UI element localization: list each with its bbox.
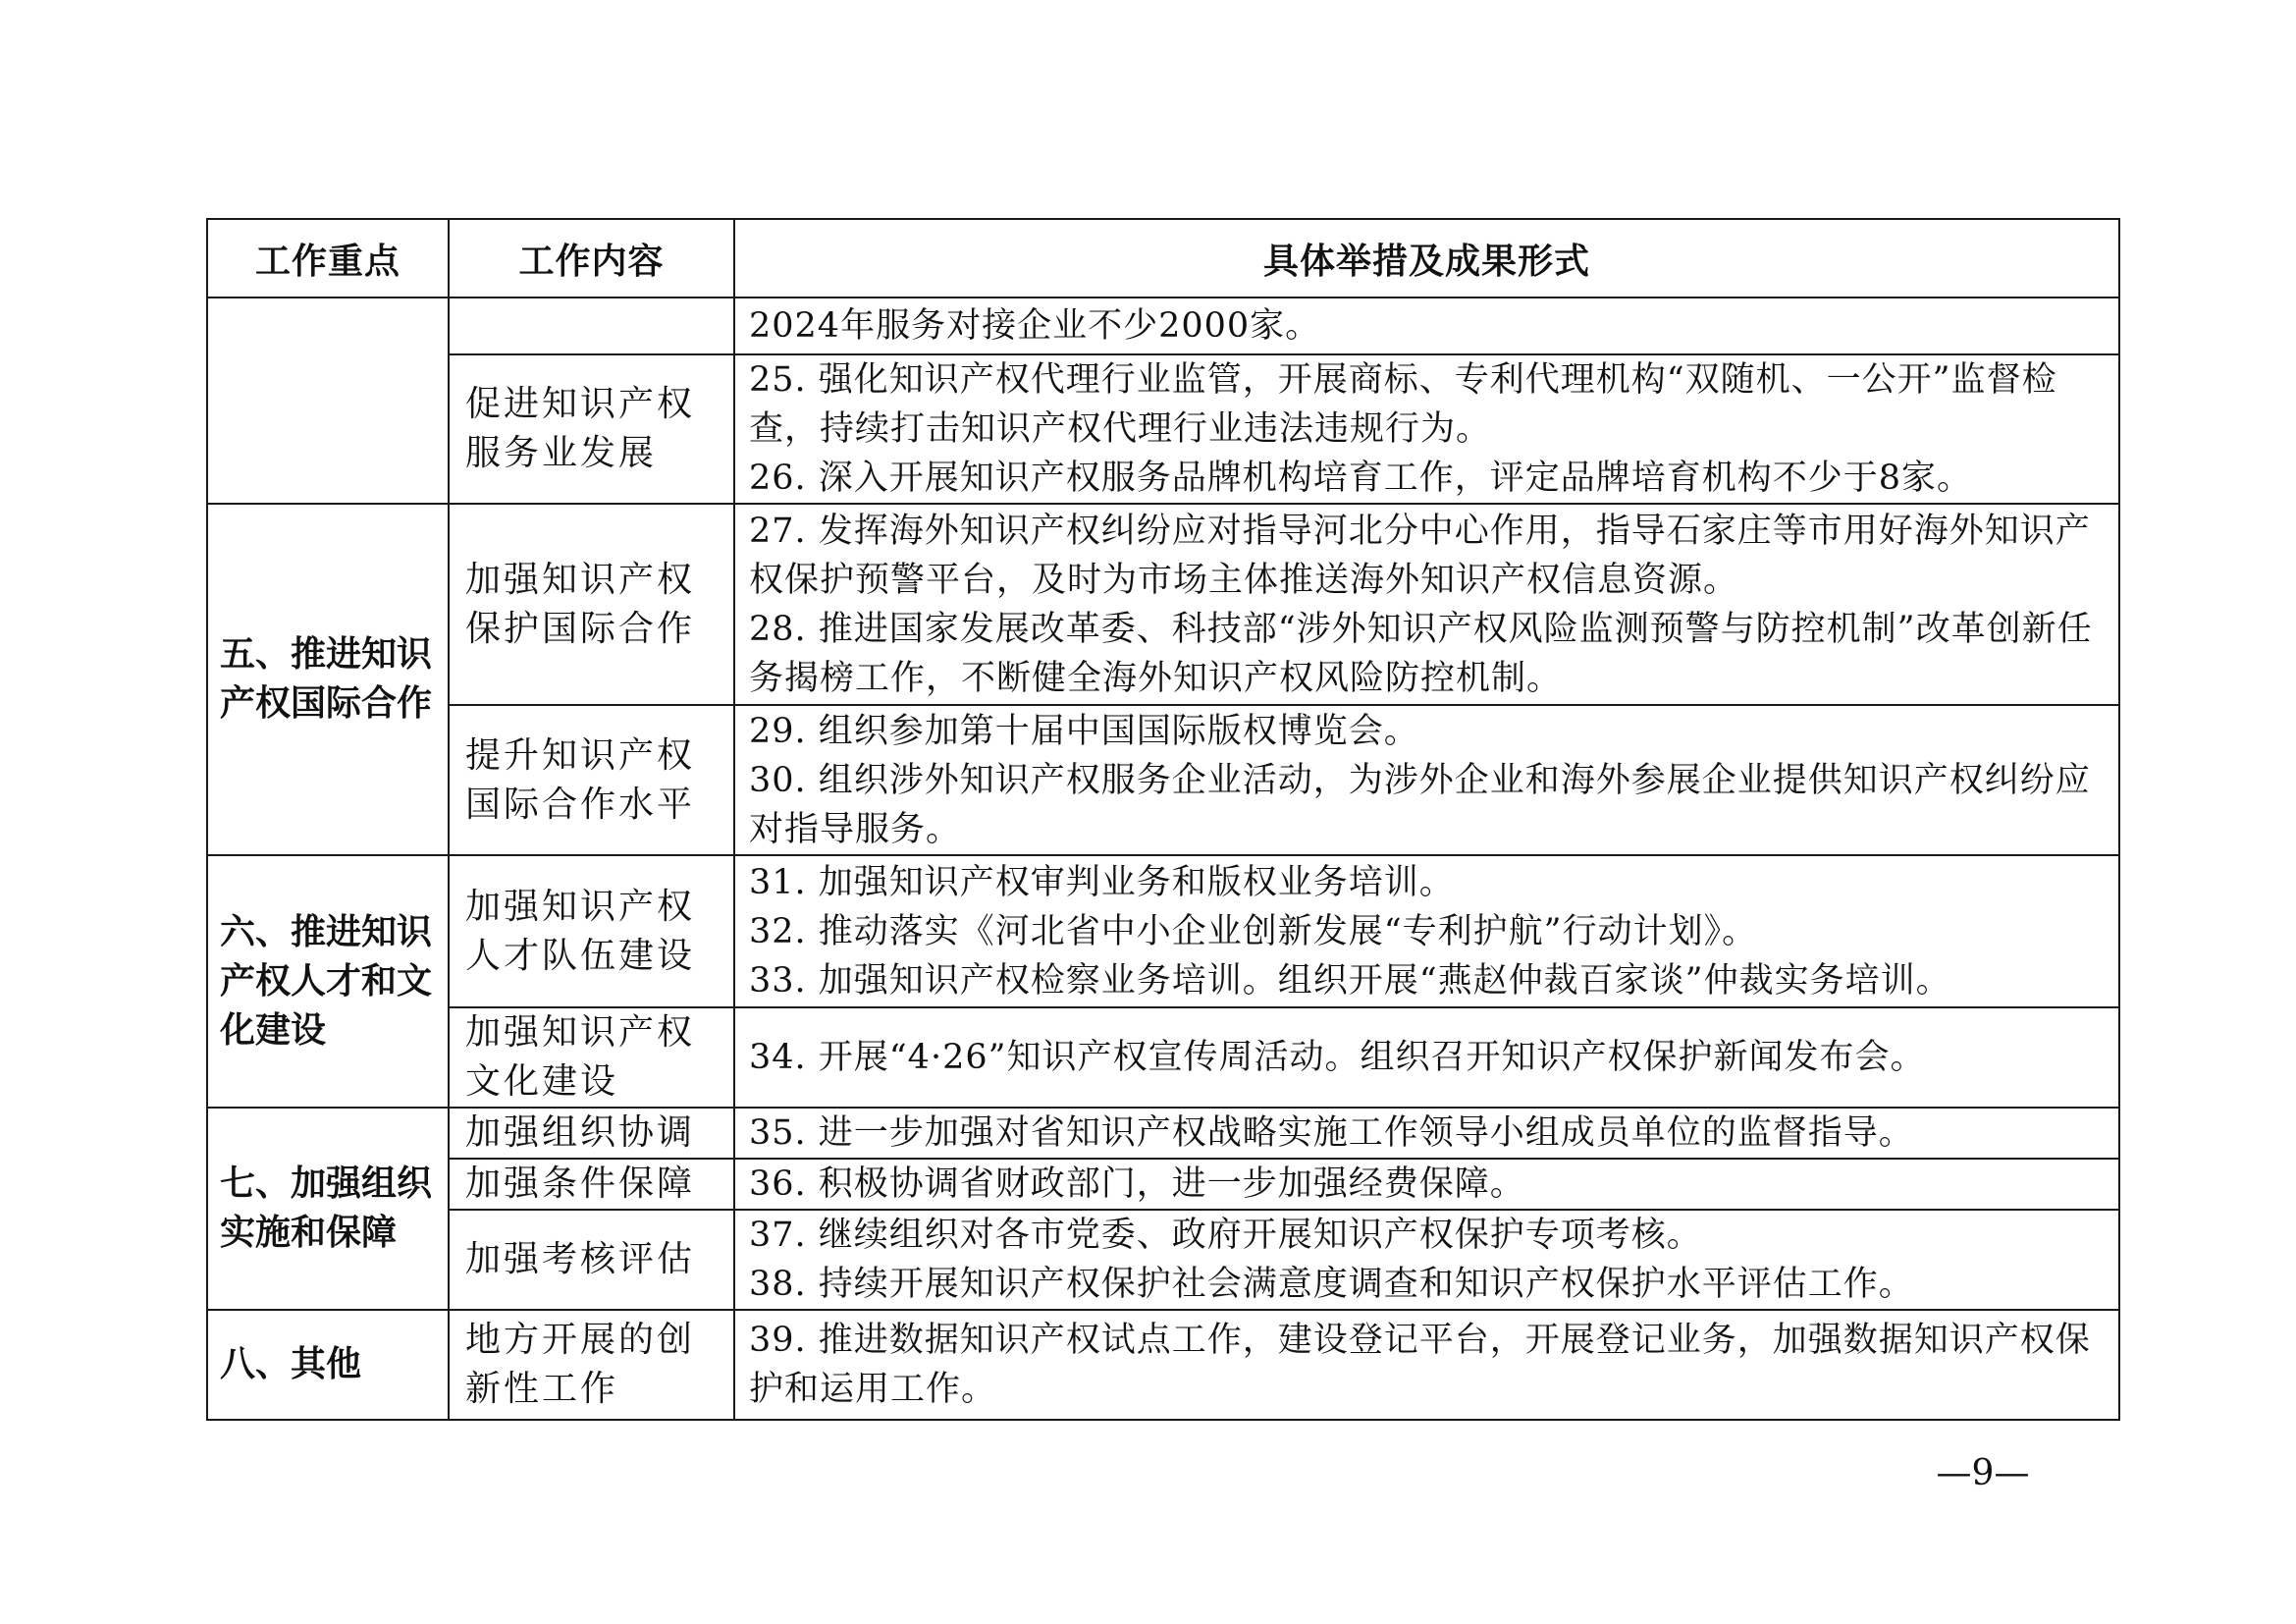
measure-item: 32. 推动落实《河北省中小企业创新发展“专利护航”行动计划》。 (749, 911, 1758, 951)
table-header-row (207, 219, 2119, 298)
focus-cell: 七、加强组织实施和保障 (207, 1108, 449, 1310)
focus-cell: 五、推进知识产权国际合作 (207, 504, 449, 855)
content-cell: 加强组织协调 (449, 1108, 734, 1159)
table-row (207, 298, 2119, 354)
measure-item: 36. 积极协调省财政部门，进一步加强经费保障。 (749, 1164, 1525, 1204)
content-cell: 加强条件保障 (449, 1159, 734, 1210)
table-row (207, 1210, 2119, 1310)
measures-cell (734, 1310, 2119, 1420)
content-cell: 加强知识产权人才队伍建设 (449, 855, 734, 1007)
content-cell: 加强知识产权文化建设 (449, 1007, 734, 1108)
measure-item: 25. 强化知识产权代理行业监管，开展商标、专利代理机构“双随机、一公开”监督检查，持续打击知识产权代理行业违法违规行为。 (749, 360, 2057, 449)
measures-cell (734, 705, 2119, 855)
measure-item: 2024年服务对接企业不少2000家。 (749, 306, 1321, 346)
table-row (207, 855, 2119, 1007)
measure-item: 37. 继续组织对各市党委、政府开展知识产权保护专项考核。 (749, 1216, 1702, 1255)
measure-item: 38. 持续开展知识产权保护社会满意度调查和知识产权保护水平评估工作。 (749, 1265, 1914, 1304)
work-plan-table (206, 218, 2120, 1421)
measure-item: 35. 进一步加强对省知识产权战略实施工作领导小组成员单位的监督指导。 (749, 1113, 1914, 1153)
focus-cell-continued (207, 298, 449, 504)
measures-cell (734, 1159, 2119, 1210)
measure-item: 39. 推进数据知识产权试点工作，建设登记平台，开展登记业务，加强数据知识产权保护和运用工作。 (749, 1321, 2091, 1409)
table-row (207, 1007, 2119, 1108)
table-row (207, 705, 2119, 855)
measure-item: 28. 推进国家发展改革委、科技部“涉外知识产权风险监测预警与防控机制”改革创新任务揭榜工作，不断健全海外知识产权风险防控机制。 (749, 609, 2093, 698)
content-cell: 加强知识产权保护国际合作 (449, 504, 734, 705)
focus-cell: 八、其他 (207, 1310, 449, 1420)
measures-cell (734, 1108, 2119, 1159)
table-row (207, 1310, 2119, 1420)
measure-item: 27. 发挥海外知识产权纠纷应对指导河北分中心作用，指导石家庄等市用好海外知识产权保护预警平台，及时为市场主体推送海外知识产权信息资源。 (749, 511, 2091, 600)
content-cell: 加强考核评估 (449, 1210, 734, 1310)
header-work-focus: 工作重点 (207, 219, 449, 298)
measures-cell (734, 354, 2119, 504)
measure-item: 33. 加强知识产权检察业务培训。组织开展“燕赵仲裁百家谈”仲裁实务培训。 (749, 960, 1951, 1001)
content-cell: 提升知识产权国际合作水平 (449, 705, 734, 855)
table-row (207, 354, 2119, 504)
measure-item: 26. 深入开展知识产权服务品牌机构培育工作，评定品牌培育机构不少于8家。 (749, 459, 1973, 498)
page-number: —9— (1936, 1453, 2030, 1493)
measure-item: 31. 加强知识产权审判业务和版权业务培训。 (749, 862, 1455, 902)
measures-cell (734, 855, 2119, 1007)
content-cell: 地方开展的创新性工作 (449, 1310, 734, 1420)
table-row (207, 504, 2119, 705)
measure-item: 34. 开展“4·26”知识产权宣传周活动。组织召开知识产权保护新闻发布会。 (749, 1038, 1926, 1077)
measures-cell (734, 298, 2119, 354)
header-measures-and-results: 具体举措及成果形式 (734, 219, 2119, 298)
content-cell: 促进知识产权服务业发展 (449, 354, 734, 504)
content-cell-empty (449, 298, 734, 354)
measure-item: 29. 组织参加第十届中国国际版权博览会。 (749, 711, 1419, 751)
table-row (207, 1108, 2119, 1159)
measures-cell (734, 1210, 2119, 1310)
table-row (207, 1159, 2119, 1210)
header-work-content: 工作内容 (449, 219, 734, 298)
focus-cell: 六、推进知识产权人才和文化建设 (207, 855, 449, 1108)
measures-cell (734, 1007, 2119, 1108)
measures-cell (734, 504, 2119, 705)
measure-item: 30. 组织涉外知识产权服务企业活动，为涉外企业和海外参展企业提供知识产权纠纷应对指导服务。 (749, 760, 2091, 849)
